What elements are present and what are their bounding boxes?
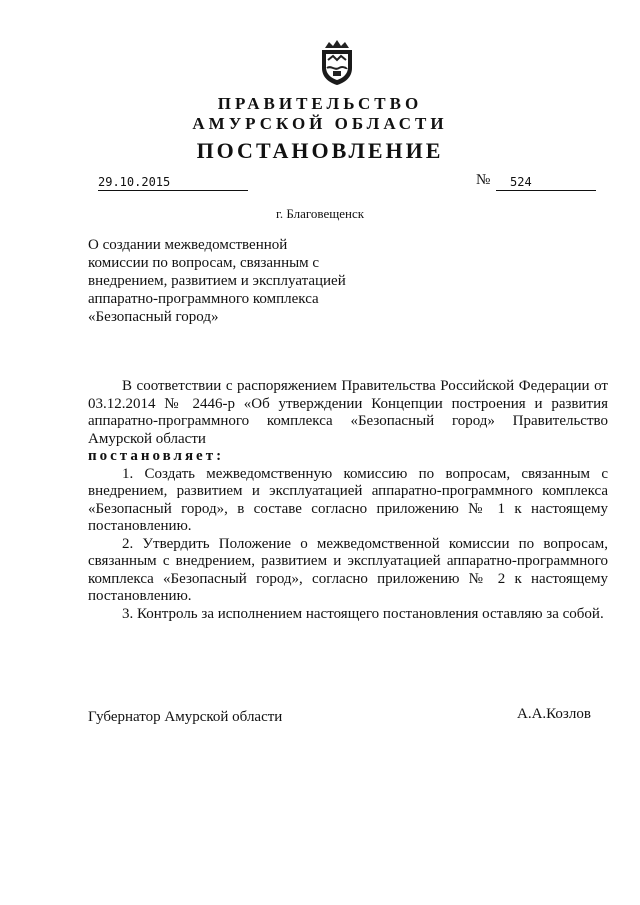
signer-position: Губернатор Амурской области	[88, 709, 283, 725]
coat-of-arms-emblem	[316, 38, 358, 86]
resolves-word: постановляет:	[88, 448, 225, 464]
signer-name: А.А.Козлов	[517, 706, 591, 722]
header-government: ПРАВИТЕЛЬСТВО	[217, 94, 423, 113]
document-type-title: ПОСТАНОВЛЕНИЕ	[196, 138, 444, 163]
number-label: №	[476, 172, 491, 188]
item-2: 2. Утвердить Положение о межведомственной комиссии по вопросам, связанным с внедрением, развитием и эксплуатацией аппаратно-программного комплекса «Безопасный город», согласно приложению № 2 к настоящему постановлению.	[88, 535, 608, 604]
item-3: 3. Контроль за исполнением настоящего постановления оставляю за собой.	[122, 605, 604, 622]
document-number: 524	[496, 175, 596, 191]
item-1: 1. Создать межведомственную комиссию по вопросам, связанным с внедрением, развитием и эксплуатацией аппаратно-программного комплекса «Безопасный город», в составе согласно приложению № 1 к настоящему постановлению.	[88, 465, 608, 534]
document-date: 29.10.2015	[98, 175, 248, 191]
city: г. Благовещенск	[275, 206, 365, 221]
document-body	[88, 378, 608, 623]
preamble: В соответствии с распоряжением Правительства Российской Федерации от 03.12.2014 № 2446-р «Об утверждении Концепции построения и развития аппаратно-программного комплекса «Безопасный город» Правительство Амурской области	[88, 378, 608, 447]
header-region: АМУРСКОЙ ОБЛАСТИ	[192, 114, 448, 133]
document-subject: О создании межведомственной комиссии по вопросам, связанным с внедрением, развитием и эксплуатацией аппаратно-программного комплекса «Безопасный город»	[88, 237, 346, 325]
